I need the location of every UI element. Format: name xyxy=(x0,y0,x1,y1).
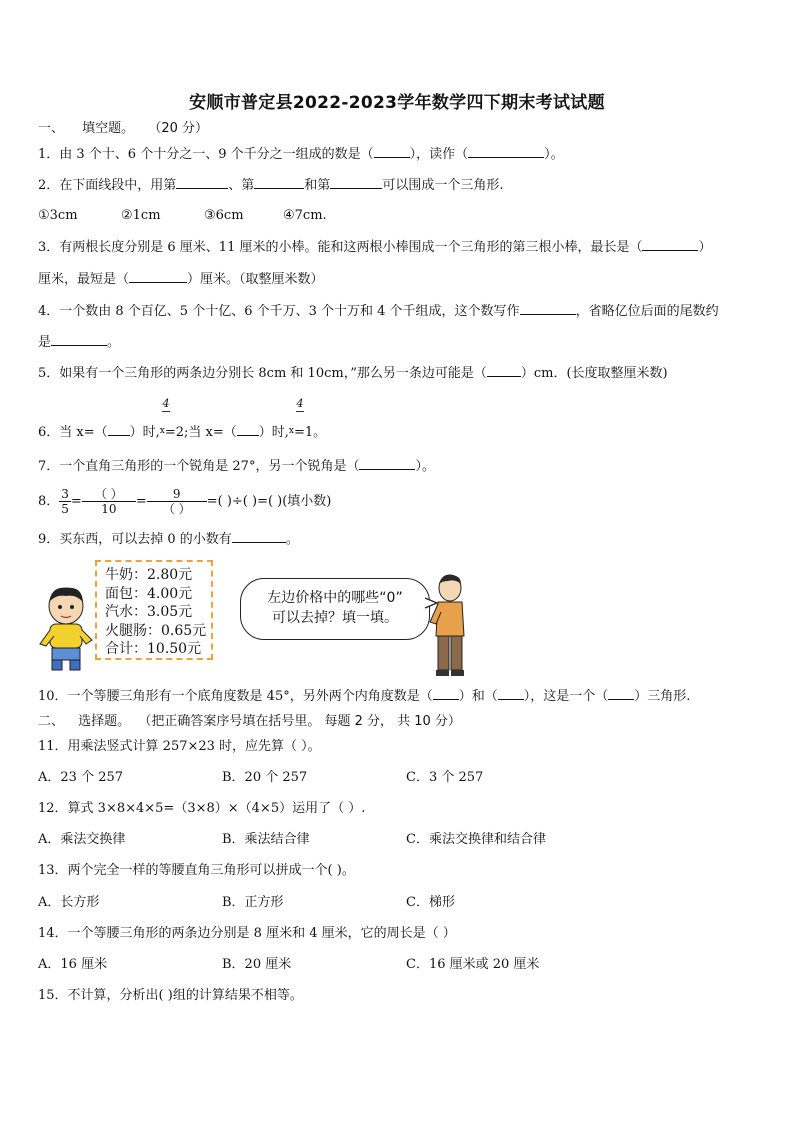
q12-option-c[interactable]: C．乘法交换律和结合律 xyxy=(406,832,546,847)
q12-option-a[interactable]: A．乘法交换律 xyxy=(38,832,126,847)
question-11: 11．用乘法竖式计算 257×23 时，应先算（ ）。 xyxy=(38,739,321,754)
q2-option-1: ①3cm xyxy=(38,208,78,223)
q11-option-a[interactable]: A．23 个 257 xyxy=(38,770,124,785)
answer-blank[interactable] xyxy=(129,270,187,283)
answer-blank[interactable] xyxy=(237,423,259,436)
answer-blank[interactable] xyxy=(232,530,286,543)
price-item: 面包：4.00元 xyxy=(105,585,193,602)
fraction-blank-10[interactable]: $\frac{( )}{10}$ xyxy=(82,487,136,516)
question-12: 12．算式 3×8×4×5=（3×8）×（4×5）运用了（ ）. xyxy=(38,801,366,816)
question-8: 8． $\frac{3}{5}$ = $\frac{( )}{10}$ = $\frac{9}{( )}$ =( )÷( )=( )(填小数) xyxy=(38,487,332,516)
answer-blank[interactable] xyxy=(520,302,576,315)
page-title: 安顺市普定县2022-2023学年数学四下期末考试试题 xyxy=(189,93,605,113)
section-1-label: 填空题。 xyxy=(82,121,135,136)
question-5: 5．如果有一个三角形的两条边分别长 8cm 和 10cm，”那么另一条边可能是（ ）cm．(长度取整厘米数) xyxy=(38,366,668,381)
question-9: 9．买东西，可以去掉 0 的小数有 。 xyxy=(38,532,299,547)
section-1-heading xyxy=(38,120,208,138)
answer-blank[interactable] xyxy=(642,238,698,251)
question-2: 2．在下面线段中，用第 、第 和第 可以围成一个三角形. xyxy=(38,178,504,193)
price-item: 汽水：3.05元 xyxy=(105,604,193,620)
price-list xyxy=(95,560,213,660)
section-2-number: 二、 xyxy=(38,714,65,729)
section-2-heading xyxy=(38,713,461,731)
question-15: 15．不计算，分析出( )组的计算结果不相等。 xyxy=(38,988,303,1003)
q14-option-a[interactable]: A．16 厘米 xyxy=(38,957,108,972)
section-1-score: （20 分） xyxy=(148,121,208,136)
answer-blank[interactable] xyxy=(487,364,521,377)
answer-blank[interactable] xyxy=(51,333,107,346)
answer-blank[interactable] xyxy=(374,145,410,158)
speech-bubble: 左边价格中的哪些“0” 可以去掉？填一填。 xyxy=(240,578,430,640)
q13-option-c[interactable]: C．梯形 xyxy=(406,895,455,910)
question-6: 6．当 x=（ ）时,$^x$=2;当 x=（ ）时,$^x$=1。 xyxy=(38,425,327,440)
q12-option-b[interactable]: B．乘法结合律 xyxy=(222,832,310,847)
question-14: 14．一个等腰三角形的两条边分别是 8 厘米和 4 厘米，它的周长是（ ） xyxy=(38,926,456,941)
answer-blank[interactable] xyxy=(176,176,228,189)
answer-blank[interactable] xyxy=(108,423,130,436)
question-4-line-1: 4．一个数由 8 个百亿、5 个十亿、6 个千万、3 个十万和 4 个千组成，这个数写作 ，省略亿位后面的尾数约 xyxy=(38,304,719,319)
answer-blank[interactable] xyxy=(468,145,544,158)
fraction-9-blank[interactable]: $\frac{9}{( )}$ xyxy=(147,487,207,516)
q14-option-c[interactable]: C．16 厘米或 20 厘米 xyxy=(406,957,540,972)
boy-illustration xyxy=(38,586,94,674)
answer-blank[interactable] xyxy=(359,457,415,470)
teacher-illustration xyxy=(428,572,468,680)
answer-blank[interactable] xyxy=(254,176,304,189)
q2-option-3: ③6cm xyxy=(204,208,244,223)
question-4-line-2: 是 。 xyxy=(38,335,121,350)
q11-option-c[interactable]: C．3 个 257 xyxy=(406,770,484,785)
question-10: 10．一个等腰三角形有一个底角度数是 45°，另外两个内角度数是（ ）和（ ），这是一个（ ）三角形. xyxy=(38,689,691,704)
question-3-line-2: 厘米，最短是（ ）厘米。（取整厘米数） xyxy=(38,272,324,287)
answer-blank[interactable] xyxy=(433,687,459,700)
q6-fraction-1: 4 xyxy=(162,397,170,410)
question-13: 13．两个完全一样的等腰直角三角形可以拼成一个( )。 xyxy=(38,863,355,878)
fraction-3-5: $\frac{3}{5}$ xyxy=(61,487,69,516)
answer-blank[interactable] xyxy=(608,687,634,700)
q6-fraction-2: 4 xyxy=(296,397,304,410)
q2-option-2: ②1cm xyxy=(121,208,161,223)
q11-option-b[interactable]: B．20 个 257 xyxy=(222,770,308,785)
q13-option-b[interactable]: B．正方形 xyxy=(222,895,284,910)
section-2-note: （把正确答案序号填在括号里。 每题 2 分， 共 10 分） xyxy=(138,714,461,729)
question-3-line-1: 3．有两根长度分别是 6 厘米、11 厘米的小棒。能和这两根小棒围成一个三角形的第三根小棒，最长是（ ） xyxy=(38,240,712,255)
question-1: 1．由 3 个十、6 个十分之一、9 个千分之一组成的数是（ ），读作（ ）。 xyxy=(38,147,564,162)
answer-blank[interactable] xyxy=(330,176,382,189)
price-item: 牛奶：2.80元 xyxy=(105,567,193,583)
price-item: 火腿肠：0.65元 xyxy=(105,622,207,639)
q13-option-a[interactable]: A．长方形 xyxy=(38,895,100,910)
section-1-number: 一、 xyxy=(38,121,65,136)
price-total: 合计：10.50元 xyxy=(105,641,202,657)
answer-blank[interactable] xyxy=(498,687,524,700)
question-7: 7．一个直角三角形的一个锐角是 27°，另一个锐角是（ ）。 xyxy=(38,459,435,474)
q14-option-b[interactable]: B．20 厘米 xyxy=(222,957,292,972)
section-2-label: 选择题。 xyxy=(78,714,131,729)
q2-option-4: ④7cm. xyxy=(283,208,327,223)
